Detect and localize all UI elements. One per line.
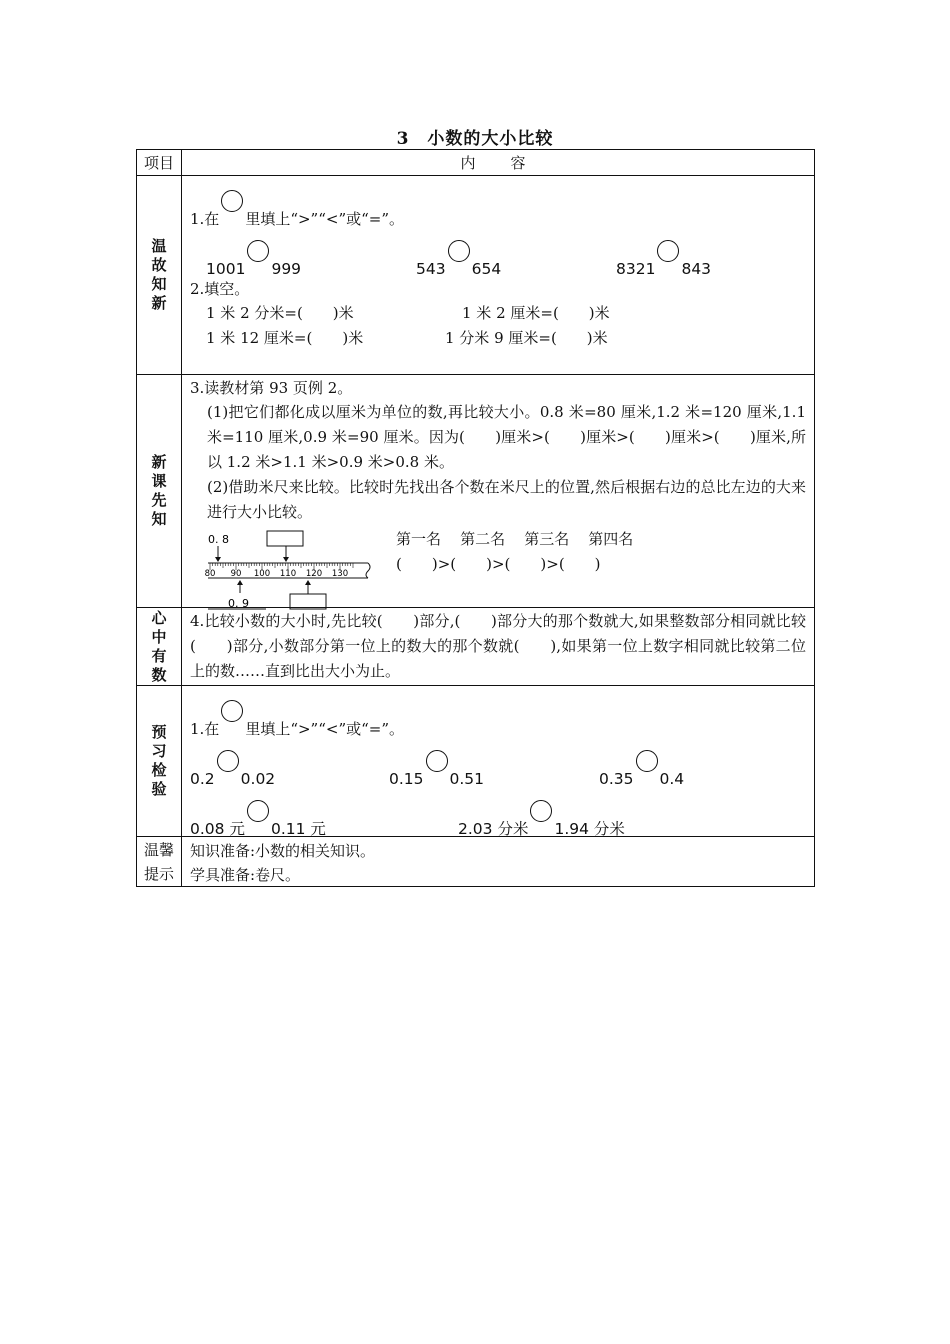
- ruler-tick-label: 130: [331, 569, 349, 579]
- label-preview: 新课先知: [137, 375, 182, 608]
- arrow-up-icon: [237, 580, 243, 585]
- fill-blank-item[interactable]: 1 米 2 厘米=( )米: [462, 304, 610, 322]
- review-content: [182, 176, 815, 375]
- fill-blank-item[interactable]: 1 分米 9 厘米=( )米: [445, 329, 608, 347]
- review-compare-1: 1001 999: [206, 240, 301, 279]
- rank-blanks[interactable]: ( )>( )>( )>( ): [396, 555, 601, 573]
- circle-blank-icon[interactable]: [448, 240, 470, 262]
- label-check: 预习检验: [137, 686, 182, 837]
- circle-blank-icon[interactable]: [247, 240, 269, 262]
- ruler-tick-label: 120: [305, 569, 323, 579]
- ruler-break-icon: [366, 563, 370, 578]
- row-review: [137, 176, 815, 375]
- tips-content: [182, 837, 815, 887]
- rank-headings: 第一名 第二名 第三名 第四名: [396, 530, 634, 548]
- check-compare-2: 0.15 0.51: [389, 750, 484, 789]
- review-q1-intro: 1.在 里填上“>”“<”或“=”。: [190, 190, 404, 229]
- ruler-tick-label: 110: [279, 569, 297, 579]
- ruler-tick-label: 80: [204, 569, 216, 579]
- check-compare-1: 0.2 0.02: [190, 750, 275, 789]
- row-tips: [137, 837, 815, 887]
- tips-line-2: 学具准备:卷尺。: [190, 866, 301, 884]
- tips-line-1: 知识准备:小数的相关知识。: [190, 842, 376, 860]
- circle-blank-icon[interactable]: [217, 750, 239, 772]
- table-header-row: [137, 150, 815, 176]
- circle-blank-icon[interactable]: [636, 750, 658, 772]
- header-content: 内 容: [182, 150, 815, 176]
- summary-content: [182, 608, 815, 686]
- row-summary: [137, 608, 815, 686]
- circle-blank-icon[interactable]: [426, 750, 448, 772]
- page-title: 3 小数的大小比较: [396, 129, 554, 149]
- arrow-down-icon: [215, 557, 221, 562]
- preview-q3-intro: 3.读教材第 93 页例 2。: [190, 379, 353, 397]
- label-tips: 温馨提示: [137, 837, 182, 887]
- circle-blank-icon[interactable]: [657, 240, 679, 262]
- ruler-label-bottom: 0. 9: [228, 597, 249, 610]
- arrow-up-icon: [305, 580, 311, 585]
- check-q1-intro: 1.在 里填上“>”“<”或“=”。: [190, 700, 404, 739]
- circle-blank-icon[interactable]: [247, 800, 269, 822]
- lesson-table: [136, 149, 815, 887]
- label-review: 温故知新: [137, 176, 182, 375]
- label-summary: 心中有数: [137, 608, 182, 686]
- review-compare-3: 8321 843: [616, 240, 711, 279]
- arrow-down-icon: [283, 557, 289, 562]
- fill-blank-item[interactable]: 1 米 12 厘米=( )米: [206, 329, 364, 347]
- check-compare-5: 2.03 分米 1.94 分米: [458, 800, 625, 839]
- check-content: [182, 686, 815, 837]
- circle-blank-icon[interactable]: [221, 700, 243, 722]
- review-compare-2: 543 654: [416, 240, 501, 279]
- preview-content: [182, 375, 815, 608]
- preview-paragraph-1: (1)把它们都化成以厘米为单位的数,再比较大小。0.8 米=80 厘米,1.2 米=120 厘米,1.1 米=110 厘米,0.9 米=90 厘米。因为( )厘米>( )厘米>( )厘米>( )厘米,所以 1.2 米>1.1 米>0.9 米>0.8 米。: [207, 403, 806, 471]
- circle-blank-icon[interactable]: [221, 190, 243, 212]
- fill-blank-item[interactable]: 1 米 2 分米=( )米: [206, 304, 354, 322]
- header-item: 项目: [137, 150, 182, 176]
- circle-blank-icon[interactable]: [530, 800, 552, 822]
- ruler-tick-label: 100: [253, 569, 271, 579]
- ruler-label-top: 0. 8: [208, 533, 229, 546]
- summary-paragraph: 4.比较小数的大小时,先比较( )部分,( )部分大的那个数就大,如果整数部分相同就比较( )部分,小数部分第一位上的数大的那个数就( ),如果第一位上数字相同就比较第二位上的数……直到比出大小为止。: [190, 612, 806, 680]
- review-q2-intro: 2.填空。: [190, 280, 250, 298]
- row-check: [137, 686, 815, 837]
- preview-paragraph-2: (2)借助米尺来比较。比较时先找出各个数在米尺上的位置,然后根据右边的总比左边的大来进行大小比较。: [207, 478, 806, 521]
- check-compare-3: 0.35 0.4: [599, 750, 684, 789]
- check-compare-4: 0.08 元 0.11 元: [190, 800, 326, 839]
- meter-ruler-figure: [206, 530, 376, 610]
- ruler-tick-label: 90: [230, 569, 242, 579]
- ruler-answer-box[interactable]: [267, 531, 303, 546]
- row-preview: [137, 375, 815, 608]
